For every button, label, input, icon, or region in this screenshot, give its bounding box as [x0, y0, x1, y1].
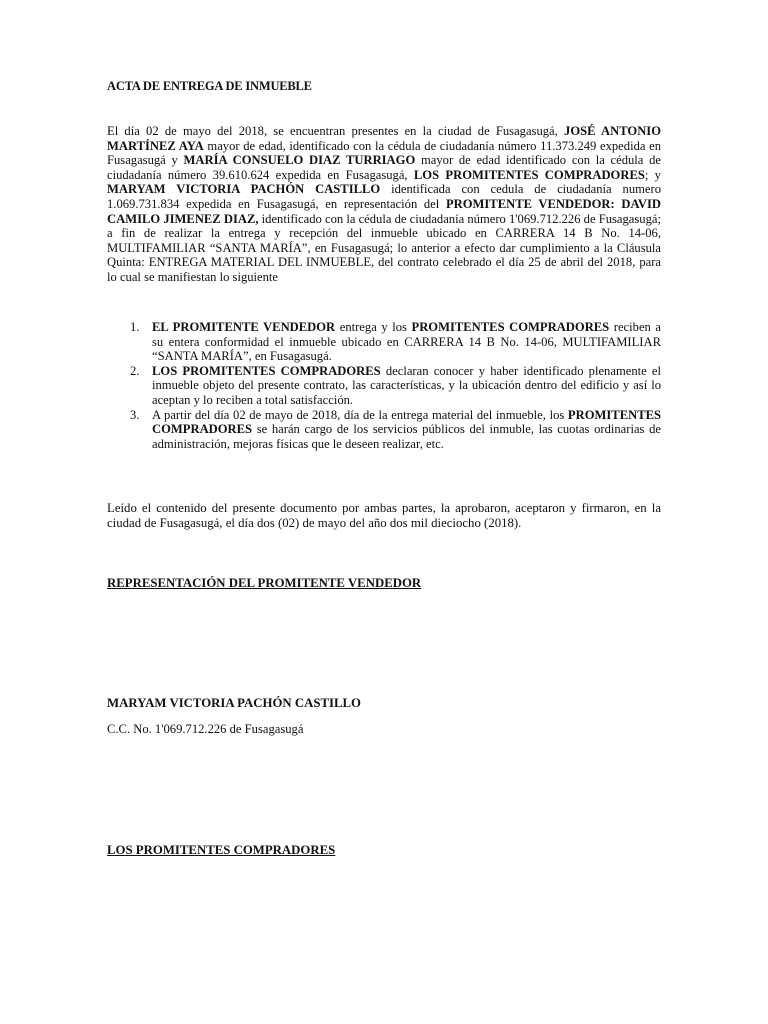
text-segment: entrega y los [335, 320, 412, 334]
bold-text-segment: EL PROMITENTE VENDEDOR [152, 320, 336, 334]
clause-item [130, 408, 661, 452]
text-segment: El día 02 de mayo del 2018, se encuentran presentes en la ciudad de Fusagasugá, [107, 124, 565, 138]
text-segment: identificada con cedula de ciudadanía numero 1.069.731.834 expedida en Fusagasugá, en representación del [107, 182, 662, 211]
text-segment: se harán cargo de los servicios públicos del inmuble, las cuotas ordinarias de administración, mejoras físicas que le deseen realizar, etc. [152, 422, 661, 451]
clause-number: 3. [130, 407, 140, 422]
clause-item [130, 320, 661, 364]
text-segment: reciben a su entera conformidad el inmueble ubicado en CARRERA 14 B No. 14-06, MULTIFAMILIAR “SANTA MARÍA”, en Fusagasugá. [152, 320, 661, 364]
bold-text-segment: JOSÉ ANTONIO MARTÍNEZ AYA [107, 124, 661, 153]
text-segment: mayor de edad identificado con la cédula de ciudadanía número 39.610.624 expedida en Fusagasugá, [107, 153, 661, 182]
bold-text-segment: PROMITENTE VENDEDOR: DAVID CAMILO JIMENEZ DIAZ, [107, 196, 661, 226]
bold-text-segment: PROMITENTES COMPRADORES [152, 407, 661, 437]
text-segment: ; y [644, 167, 661, 182]
clause-number: 1. [130, 320, 140, 334]
text-segment: A partir del día 02 de mayo de 2018, día de la entrega material del inmueble, los [152, 407, 568, 422]
intro-paragraph [107, 124, 661, 285]
closing-paragraph: Leído el contenido del presente documento por ambas partes, la aprobaron, aceptaron y firmaron, en la ciudad de Fusagasugá, el día dos (02) de mayo del año dos mil dieciocho (2018). [107, 501, 661, 530]
clause-number: 2. [130, 363, 140, 378]
text-segment: declaran conocer y haber identificado plenamente el inmueble objeto del presente contrato, las características, y la ubicación dentro del edificio y así lo aceptan y lo reciben a total satisfacción. [152, 363, 661, 407]
buyers-heading: LOS PROMITENTES COMPRADORES [107, 843, 336, 857]
text-segment: mayor de edad, identificado con la cédula de ciudadanía número 11.373.249 expedida en Fusagasugá y [107, 138, 661, 168]
bold-text-segment: MARYAM VICTORIA PACHÓN CASTILLO [107, 182, 381, 197]
clauses-list [130, 320, 661, 451]
signatory-name: MARYAM VICTORIA PACHÓN CASTILLO [107, 696, 361, 710]
bold-text-segment: MARÍA CONSUELO DIAZ TURRIAGO [183, 153, 416, 168]
document-title: ACTA DE ENTREGA DE INMUEBLE [107, 79, 312, 93]
text-segment: identificado con la cédula de ciudadanía número 1'069.712.226 de Fusagasugá; a fin de realizar la entrega y recepción del inmueble ubicado en CARRERA 14 B No. 14-06, MULTIFAMILIAR “SANTA MARÍA”, en Fusagasugá; lo anterior a efecto dar cumplimiento a la Cláusula Quinta: ENTREGA MATERIAL DEL INMUEBLE, del contrato celebrado el día 25 de abril del 2018, para lo cual se manifiestan lo siguiente [107, 211, 661, 284]
bold-text-segment: PROMITENTES COMPRADORES [411, 320, 610, 334]
bold-text-segment: LOS PROMITENTES COMPRADORES [152, 363, 381, 378]
seller-representation-heading: REPRESENTACIÓN DEL PROMITENTE VENDEDOR [107, 576, 422, 590]
signatory-id: C.C. No. 1'069.712.226 de Fusagasugá [107, 722, 304, 736]
clause-item [130, 364, 661, 408]
bold-text-segment: LOS PROMITENTES COMPRADORES [413, 167, 645, 182]
